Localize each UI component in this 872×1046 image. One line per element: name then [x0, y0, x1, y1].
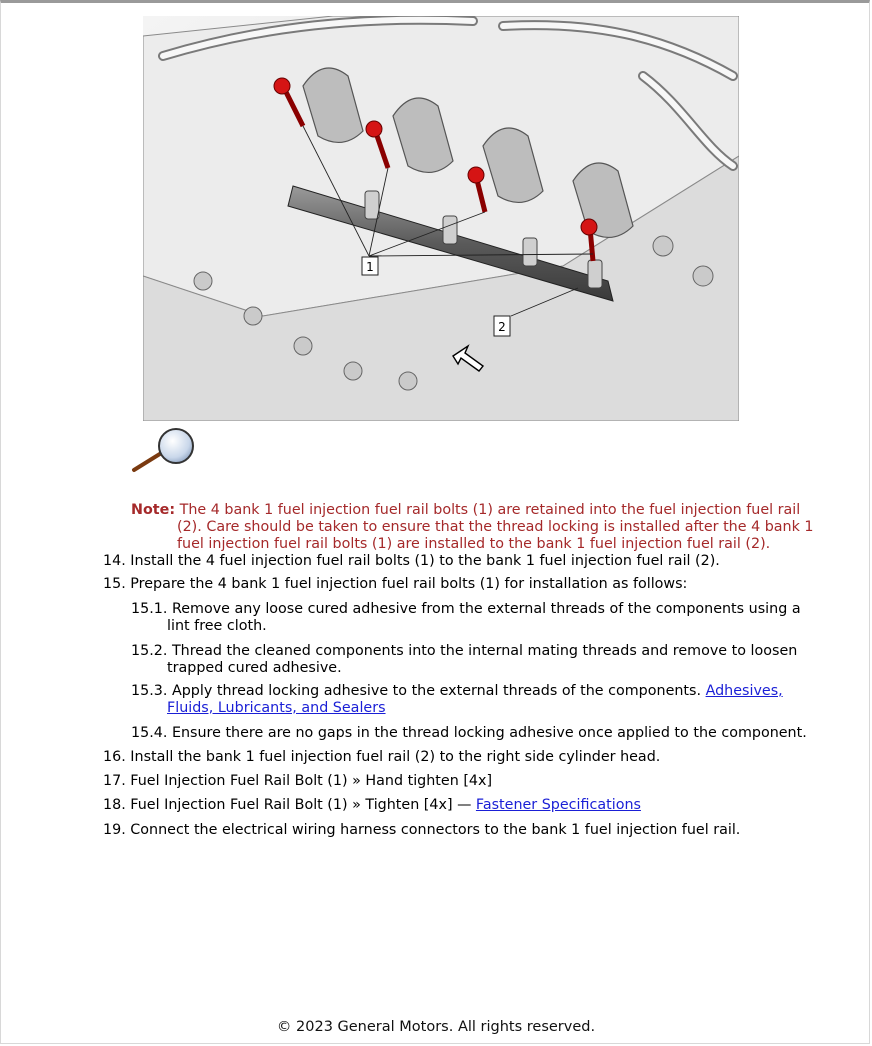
step-19	[103, 822, 740, 839]
note-label: Note:	[131, 502, 176, 518]
step-17	[103, 773, 492, 790]
step-16	[103, 749, 660, 766]
step-number: 15.	[103, 576, 126, 592]
step-text: Fuel Injection Fuel Rail Bolt (1) » Hand tighten [4x]	[130, 773, 493, 789]
step-text: Apply thread locking adhesive to the external threads of the components.	[171, 683, 702, 699]
step-number: 19.	[103, 822, 126, 838]
step-number: 15.1.	[131, 601, 168, 617]
step-18	[103, 797, 641, 814]
step-number: 17.	[103, 773, 126, 789]
step-number: 14.	[103, 553, 126, 569]
fuel-rail-illustration	[143, 16, 739, 421]
step-14	[103, 553, 720, 570]
step-15-4	[131, 725, 821, 742]
callout-1: 1	[366, 260, 374, 274]
step-text: Ensure there are no gaps in the thread locking adhesive once applied to the component.	[171, 725, 807, 741]
note-block	[131, 502, 821, 553]
step-15-3	[131, 683, 821, 717]
step-number: 18.	[103, 797, 126, 813]
step-15-1	[131, 601, 821, 635]
adhesives-link[interactable]: Adhesives, Fluids, Lubricants, and Sealers	[167, 683, 783, 716]
step-text: Install the 4 fuel injection fuel rail bolts (1) to the bank 1 fuel injection fuel rail (2).	[130, 553, 720, 569]
step-15-2	[131, 643, 821, 677]
step-text: Remove any loose cured adhesive from the external threads of the components using a lint free cloth.	[167, 601, 801, 634]
step-number: 15.3.	[131, 683, 168, 699]
fastener-specifications-link[interactable]: Fastener Specifications	[475, 797, 641, 813]
step-text: Thread the cleaned components into the internal mating threads and remove to loosen trapped cured adhesive.	[167, 643, 798, 676]
step-number: 16.	[103, 749, 126, 765]
note-text: The 4 bank 1 fuel injection fuel rail bolts (1) are retained into the fuel injection fuel rail (2). Care should be taken to ensure that the thread locking is installed after the 4 bank 1 fuel injection fuel rail bolts (1) are installed to the bank 1 fuel injection fuel rail (2).	[177, 502, 814, 552]
callout-2: 2	[498, 320, 506, 334]
step-number: 15.4.	[131, 725, 168, 741]
step-number: 15.2.	[131, 643, 168, 659]
step-15	[103, 576, 687, 593]
copyright-footer: © 2023 General Motors. All rights reserved.	[276, 1019, 596, 1035]
magnifier-icon[interactable]	[130, 425, 198, 475]
step-text: Connect the electrical wiring harness connectors to the bank 1 fuel injection fuel rail.	[130, 822, 741, 838]
step-text: Fuel Injection Fuel Rail Bolt (1) » Tighten [4x] —	[130, 797, 472, 813]
step-text: Prepare the 4 bank 1 fuel injection fuel rail bolts (1) for installation as follows:	[130, 576, 688, 592]
step-text: Install the bank 1 fuel injection fuel rail (2) to the right side cylinder head.	[130, 749, 661, 765]
